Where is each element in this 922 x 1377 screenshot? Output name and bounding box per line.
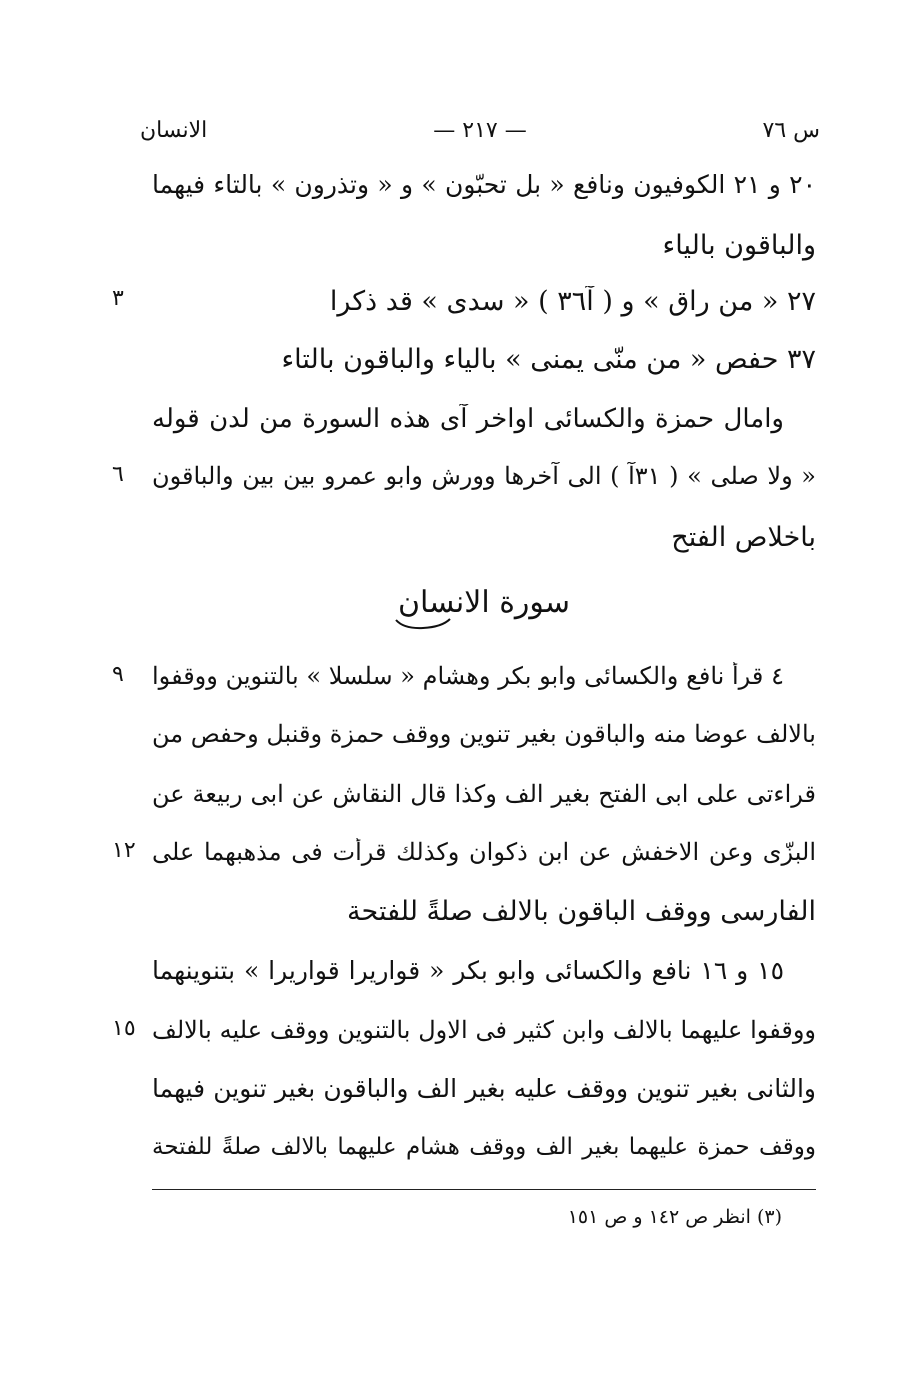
title-swash-ornament	[394, 616, 452, 630]
text-line: ٢٠ و ٢١ الكوفيون ونافع « بل تحبّون » و « وتذرون » بالتاء فيهما	[152, 170, 816, 199]
text-line: ووقف حمزة عليهما بغير الف ووقف هشام عليهما بالالف صلةً للفتحة	[152, 1134, 816, 1160]
page-number: — ٢١٧ —	[433, 118, 527, 143]
text-line: قراءتى على ابى الفتح بغير الف وكذا قال النقاش عن ابى ربيعة عن	[152, 780, 816, 808]
page-header	[140, 118, 820, 154]
margin-line-number: ٦	[112, 462, 124, 487]
text-line: الفارسى ووقف الباقون بالالف صلةً للفتحة	[347, 896, 816, 927]
text-line: وامال حمزة والكسائى اواخر آى هذه السورة من لدن قوله	[152, 404, 784, 434]
text-line: بالالف عوضا منه والباقون بغير تنوين ووقف حمزة وقنبل وحفص من	[152, 720, 816, 748]
text-line: باخلاص الفتح	[671, 522, 816, 553]
margin-line-number: ١٢	[112, 838, 136, 863]
text-line: ٤ قرأ نافع والكسائى وابو بكر وهشام « سلسلا » بالتنوين ووقفوا	[152, 662, 784, 690]
text-line: ووقفوا عليهما بالالف وابن كثير فى الاول بالتنوين ووقف عليه بالالف	[152, 1016, 816, 1044]
text-line: ١٥ و ١٦ نافع والكسائى وابو بكر « قواريرا قواريرا » بتنوينهما	[152, 956, 784, 985]
footnote-rule	[152, 1189, 816, 1190]
verse-reference: س ٧٦	[762, 118, 820, 143]
text-line: البزّى وعن الاخفش عن ابن ذكوان وكذلك قرأت فى مذهبهما على	[152, 838, 816, 866]
text-line: « ولا صلى » ( ٣١آ ) الى آخرها وورش وابو عمرو بين بين والباقون	[152, 462, 816, 490]
margin-line-number: ٩	[112, 662, 124, 687]
text-line: ٢٧ « من راق » و ( آ٣٦ ) « سدى » قد ذكرا	[329, 286, 816, 317]
text-line: والباقون بالياء	[662, 230, 816, 261]
text-line: والثانى بغير تنوين ووقف عليه بغير الف والباقون بغير تنوين فيهما	[152, 1074, 816, 1103]
footnote: (٣) انظر ص ١٤٢ و ص ١٥١	[567, 1206, 782, 1228]
surah-title: سورة الانسان	[397, 585, 571, 620]
running-title: الانسان	[140, 118, 208, 143]
text-line: ٣٧ حفص « من منّى يمنى » بالياء والباقون بالتاء	[281, 344, 816, 375]
margin-line-number: ١٥	[112, 1016, 136, 1041]
margin-line-number: ٣	[112, 286, 124, 311]
